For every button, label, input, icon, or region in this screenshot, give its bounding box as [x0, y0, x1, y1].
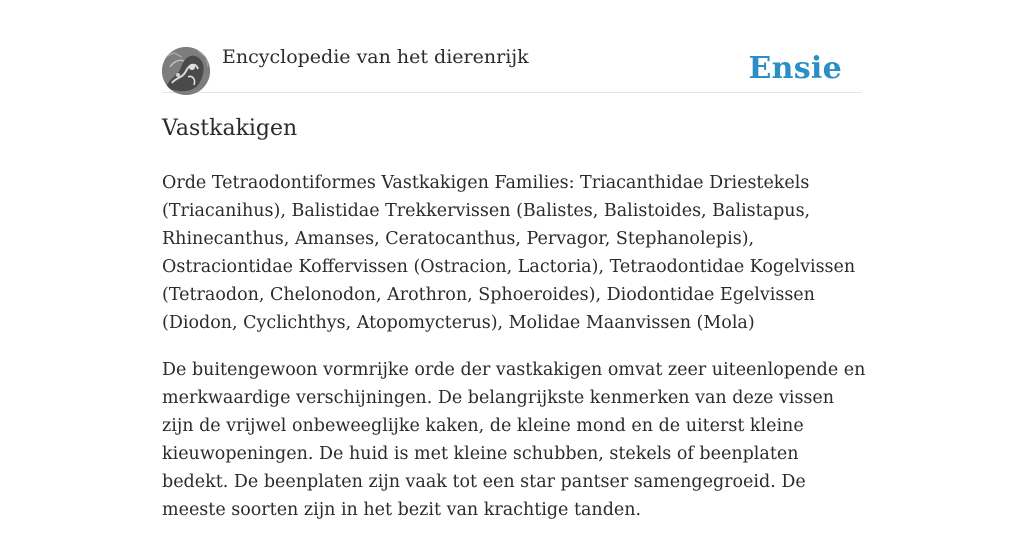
- article-body: [162, 169, 866, 543]
- page: [162, 0, 866, 520]
- site-name[interactable]: Encyclopedie van het dierenrijk: [222, 46, 529, 68]
- page-title: Vastkakigen: [162, 116, 298, 141]
- article-paragraph: Orde Tetraodontiformes Vastkakigen Families: Triacanthidae Driestekels (Triacanihus), Balistidae Trekkervissen (Balistes, Balistoides, Balistapus, Rhinecanthus, Amanses, Ceratocanthus, Pervagor, Stephanolepis), Ostraciontidae Koffervissen (Ostracion, Lactoria), Tetraodontidae Kogelvissen (Tetraodon, Chelonodon, Arothron, Sphoeroides), Diodontidae Egelvissen (Diodon, Cyclichthys, Atopomycterus), Molidae Maanvissen (Mola): [162, 173, 856, 333]
- brand-logo[interactable]: Ensie: [748, 51, 842, 86]
- article-paragraph: De buitengewoon vormrijke orde der vastkakigen omvat zeer uiteenlopende en merkwaardige verschijningen. De belangrijkste kenmerken van deze vissen zijn de vrijwel onbeweeglijke kaken, de kleine mond en de uiterst kleine kieuwopeningen. De huid is met kleine schubben, stekels of beenplaten bedekt. De beenplaten zijn vaak tot een star pantser samengegroeid. De meeste soorten zijn in het bezit van krachtige tanden.: [162, 360, 866, 520]
- site-header: [162, 0, 862, 93]
- animal-illustration-icon[interactable]: [162, 47, 210, 95]
